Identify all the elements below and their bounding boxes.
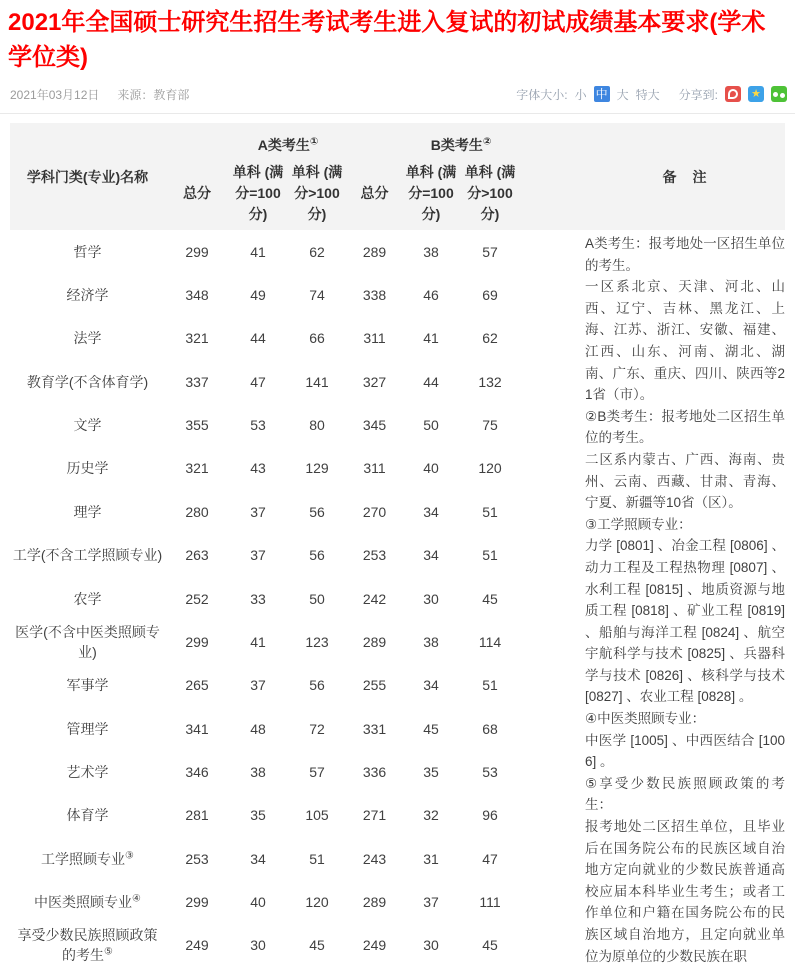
score-cell: 37 [423,894,439,911]
footnote-marker-1: ① [309,136,319,148]
score-cell: 331 [362,720,387,737]
score-cell: 44 [423,373,439,390]
score-cell: 120 [478,460,502,477]
score-cell: 47 [482,850,498,867]
header-group-b [347,123,520,157]
subject-name: 理学 [73,503,102,520]
score-cell: 30 [250,937,266,954]
subject-name: 工学(不含工学照顾专业) [12,547,163,564]
score-cell: 57 [309,763,325,780]
notes-cell [520,230,785,967]
source-label: 来源： [117,87,154,102]
score-cell: 141 [305,373,329,390]
score-cell: 41 [250,633,266,650]
score-cell: 74 [309,287,325,304]
header-subject: 学科门类(专业)名称 [10,123,165,230]
score-cell: 45 [309,937,325,954]
note-paragraph: ④中医类照顾专业： [585,711,706,727]
subject-name: 历史学 [66,460,109,477]
score-cell: 45 [423,720,439,737]
score-cell: 49 [250,287,266,304]
score-cell: 56 [309,677,325,694]
score-cell: 114 [478,633,502,650]
note-paragraph: ⑤享受少数民族照顾政策的考生： [585,775,785,813]
source [117,86,189,103]
score-cell: 321 [185,460,209,477]
score-cell: 338 [362,287,387,304]
score-cell: 120 [305,894,329,911]
score-cell: 280 [185,503,209,520]
subject-name: 管理学 [66,720,109,737]
score-cell: 35 [423,763,439,780]
subject-name: 农学 [73,590,102,607]
score-cell: 30 [423,937,439,954]
score-cell: 129 [305,460,329,477]
header-group-a [165,123,347,157]
subject-name: 法学 [73,330,102,347]
note-paragraph: ③工学照顾专业： [585,516,692,532]
score-cell: 111 [479,894,501,911]
score-cell: 281 [185,807,209,824]
score-cell: 270 [362,503,387,520]
score-cell: 249 [185,937,209,954]
subject-name: 艺术学 [66,763,109,780]
score-cell: 69 [482,287,498,304]
score-table-header [10,123,785,230]
score-cell: 249 [362,937,387,954]
score-cell: 47 [250,373,266,390]
score-cell: 37 [250,677,266,694]
score-cell: 336 [362,763,387,780]
source-value: 教育部 [153,87,190,102]
score-cell: 265 [185,677,209,694]
footnote-marker-2: ② [482,136,492,148]
score-cell: 299 [185,633,209,650]
score-cell: 32 [423,807,439,824]
score-cell: 123 [305,633,329,650]
score-cell: 45 [482,937,498,954]
font-size-xlarge[interactable]: 特大 [635,87,660,102]
divider [0,113,795,114]
score-cell: 41 [250,243,266,260]
share-label: 分享到: [678,87,718,102]
score-cell: 346 [185,763,209,780]
subject-name: 军事学 [66,677,109,694]
header-notes: 备 注 [520,123,785,230]
header-a-sub100: 单科 (满分=100分) [229,157,287,230]
score-cell: 263 [185,547,209,564]
note-paragraph: 二区系内蒙古、广西、海南、贵州、云南、西藏、甘肃、青海、宁夏、新疆等10省（区）。 [585,451,785,511]
score-cell: 299 [185,243,209,260]
score-cell: 242 [362,590,387,607]
score-cell: 35 [250,807,266,824]
header-a-total: 总分 [165,157,229,230]
note-paragraph: 力学 [0801] 、冶金工程 [0806] 、动力工程及工程热物理 [0807] 、水利工程 [0815] 、地质资源与地质工程 [0818] 、矿业工程 [0819] 、船舶与海洋工程 [0824] 、航空宇航科学与技术 [0825] 、兵器科学与技术 [0826] 、核科学与技术 [0827] 、农业工程 [0828] 。 [585,538,785,705]
score-cell: 53 [250,417,266,434]
score-cell: 34 [423,547,439,564]
score-cell: 355 [185,417,209,434]
score-cell: 40 [423,460,439,477]
score-cell: 341 [185,720,209,737]
toolbar [516,86,787,103]
score-cell: 62 [309,243,325,260]
score-cell: 33 [250,590,266,607]
subject-name: 文学 [73,417,102,434]
subject-name: 工学照顾专业③ [41,850,134,867]
score-cell: 37 [250,503,266,520]
score-cell: 289 [362,894,387,911]
score-cell: 34 [250,850,266,867]
score-cell: 37 [250,547,266,564]
score-cell: 38 [250,763,266,780]
score-cell: 62 [482,330,498,347]
table-row [10,230,785,273]
score-cell: 51 [309,850,325,867]
wechat-dots-glyph [773,92,778,97]
score-cell: 30 [423,590,439,607]
group-a-label: A类考生 [257,137,310,153]
score-cell: 51 [482,503,498,520]
score-cell: 327 [362,373,387,390]
score-cell: 72 [309,720,325,737]
score-cell: 75 [482,417,498,434]
header-b-sub100: 单科 (满分=100分) [402,157,460,230]
score-cell: 253 [362,547,387,564]
subject-name: 医学(不含中医类照顾专业) [15,623,160,660]
subject-name: 经济学 [66,287,109,304]
footnote-marker: ④ [132,893,141,905]
score-cell: 45 [482,590,498,607]
score-cell: 53 [482,763,498,780]
header-a-subgt100: 单科 (满分>100分) [287,157,347,230]
header-b-total: 总分 [347,157,402,230]
score-cell: 252 [185,590,209,607]
score-cell: 46 [423,287,439,304]
score-cell: 34 [423,677,439,694]
score-cell: 41 [423,330,439,347]
score-cell: 321 [185,330,209,347]
score-table [10,123,785,967]
score-cell: 311 [363,460,386,477]
footnote-marker: ③ [125,850,134,862]
score-cell: 51 [482,677,498,694]
score-cell: 43 [250,460,266,477]
score-cell: 50 [423,417,439,434]
weibo-share-icon[interactable] [725,86,741,102]
score-cell: 253 [185,850,209,867]
score-cell: 311 [363,330,386,347]
score-cell: 38 [423,243,439,260]
note-paragraph: 一区系北京、天津、河北、山西、辽宁、吉林、黑龙江、上海、江苏、浙江、安徽、福建、江西、山东、河南、湖北、湖南、广东、重庆、四川、陕西等21省（市）。 [585,279,785,403]
subject-name: 教育学(不含体育学) [26,373,149,390]
subject-name: 哲学 [73,243,102,260]
subject-name: 体育学 [66,807,109,824]
footnote-marker: ⑤ [104,946,113,958]
subject-name: 中医类照顾专业④ [34,893,141,911]
meta-info [10,86,189,103]
score-cell: 80 [309,417,325,434]
score-cell: 68 [482,720,498,737]
page-title: 2021年全国硕士研究生招生考试考生进入复试的初试成绩基本要求(学术学位类) [8,9,766,71]
score-cell: 255 [362,677,387,694]
score-cell: 271 [362,807,387,824]
group-b-label: B类考生 [430,137,483,153]
note-paragraph: 报考地处二区招生单位，且毕业后在国务院公布的民族区域自治地方定向就业的少数民族普通高校应届本科毕业生考生；或者工作单位和户籍在国务院公布的民族区域自治地方，且定向就业单位为原单位的少数民族在职 [585,819,785,964]
publish-date: 2021年03月12日 [10,87,100,102]
weibo-eye-glyph [728,89,738,99]
score-cell: 34 [423,503,439,520]
score-cell: 57 [482,243,498,260]
score-cell: 40 [250,894,266,911]
note-paragraph: A类考生：报考地处一区招生单位的考生。 [585,236,785,273]
score-cell: 31 [423,850,439,867]
note-paragraph: 中医学 [1005] 、中西医结合 [1006] 。 [585,732,785,770]
score-cell: 56 [309,503,325,520]
font-size-large[interactable]: 大 [616,87,629,102]
score-cell: 66 [309,330,325,347]
score-cell: 289 [362,243,387,260]
font-size-small[interactable]: 小 [574,87,587,102]
score-cell: 243 [362,850,387,867]
score-cell: 348 [185,287,209,304]
score-cell: 38 [423,633,439,650]
score-table-body [10,230,785,967]
subject-name: 享受少数民族照顾政策的考生⑤ [17,927,158,964]
wechat-share-icon[interactable] [771,86,787,102]
qzone-share-icon[interactable] [748,86,764,102]
score-cell: 50 [309,590,325,607]
font-size-label: 字体大小: [516,87,568,102]
score-cell: 48 [250,720,266,737]
header-b-subgt100: 单科 (满分>100分) [460,157,520,230]
score-cell: 96 [482,807,498,824]
font-size-medium[interactable]: 中 [595,87,608,101]
score-cell: 345 [362,417,387,434]
score-cell: 337 [185,373,209,390]
score-cell: 289 [362,633,387,650]
score-cell: 44 [250,330,266,347]
score-cell: 299 [185,894,209,911]
score-cell: 56 [309,547,325,564]
note-paragraph: ②B类考生：报考地处二区招生单位的考生。 [585,408,785,446]
score-cell: 51 [482,547,498,564]
score-cell: 132 [478,373,502,390]
meta-bar [0,86,795,102]
score-cell: 105 [305,807,329,824]
